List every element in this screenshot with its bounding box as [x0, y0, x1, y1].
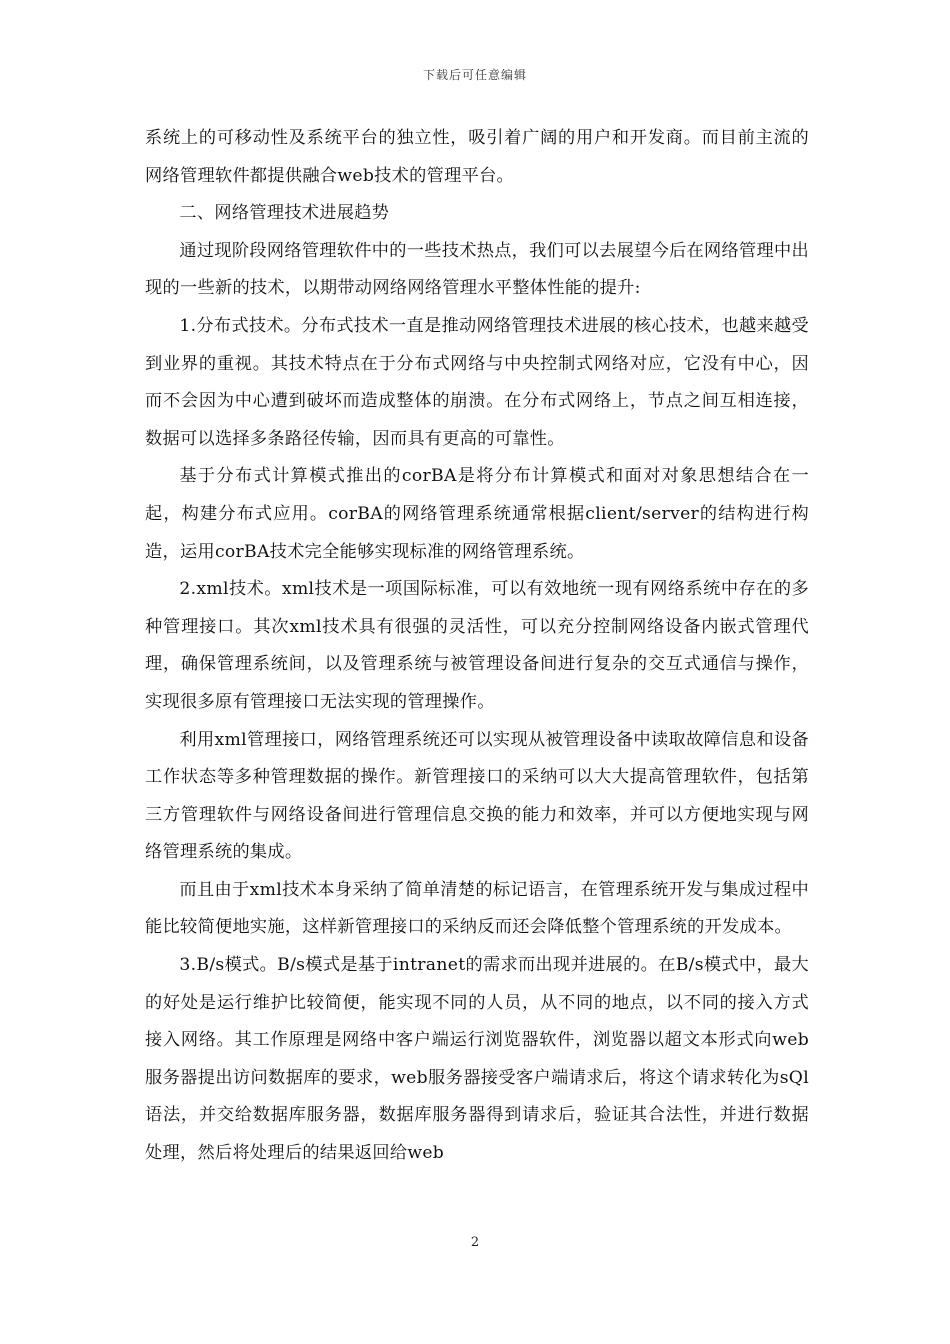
section-heading: 二、网络管理技术进展趋势: [179, 203, 390, 224]
paragraph-corba: 基于分布式计算模式推出的corBA是将分布计算模式和面对对象思想结合在一起，构建分布式应用。corBA的网络管理系统通常根据client/server的结构进行构造，运用corBA技术完全能够实现标准的网络管理系统。: [145, 466, 809, 562]
page-number: 2: [470, 1235, 480, 1250]
paragraph-xml: 2.xml技术。xml技术是一项国际标准，可以有效地统一现有网络系统中存在的多种管理接口。其次xml技术具有很强的灵活性，可以充分控制网络设备内嵌式管理代理，确保管理系统间，以及管理系统与被管理设备间进行复杂的交互式通信与操作，实现很多原有管理接口无法实现的管理操作。: [145, 579, 809, 712]
page-header: 下载后可任意编辑: [422, 68, 527, 82]
paragraph-xml-cost: 而且由于xml技术本身采纳了简单清楚的标记语言，在管理系统开发与集成过程中能比较简便地实施，这样新管理接口的采纳反而还会降低整个管理系统的开发成本。: [145, 879, 809, 938]
paragraph-intro: 通过现阶段网络管理软件中的一些技术热点，我们可以去展望今后在网络管理中出现的一些新的技术，以期带动网络网络管理水平整体性能的提升:: [145, 240, 809, 299]
paragraph-xml-interface: 利用xml管理接口，网络管理系统还可以实现从被管理设备中读取故障信息和设备工作状态等多种管理数据的操作。新管理接口的采纳可以大大提高管理软件，包括第三方管理软件与网络设备间进行管理信息交换的能力和效率，并可以方便地实现与网络管理系统的集成。: [145, 729, 809, 863]
paragraph-distributed: 1.分布式技术。分布式技术一直是推动网络管理技术进展的核心技术，也越来越受到业界的重视。其技术特点在于分布式网络与中央控制式网络对应，它没有中心，因而不会因为中心遭到破坏而造成整体的崩溃。在分布式网络上，节点之间互相连接，数据可以选择多条路径传输，因而具有更高的可靠性。: [145, 315, 809, 449]
paragraph-bs-mode: 3.B/s模式。B/s模式是基于intranet的需求而出现并进展的。在B/s模式中，最大的好处是运行维护比较简便，能实现不同的人员，从不同的地点，以不同的接入方式接入网络。其工作原理是网络中客户端运行浏览器软件，浏览器以超文本形式向web服务器提出访问数据库的要求，web服务器接受客户端请求后，将这个请求转化为sQl语法，并交给数据库服务器，数据库服务器得到请求后，验证其合法性，并进行数据处理，然后将处理后的结果返回给web: [145, 955, 809, 1164]
document-body: [145, 120, 809, 1173]
paragraph-continuation: 系统上的可移动性及系统平台的独立性，吸引着广阔的用户和开发商。而目前主流的网络管理软件都提供融合web技术的管理平台。: [145, 128, 809, 186]
